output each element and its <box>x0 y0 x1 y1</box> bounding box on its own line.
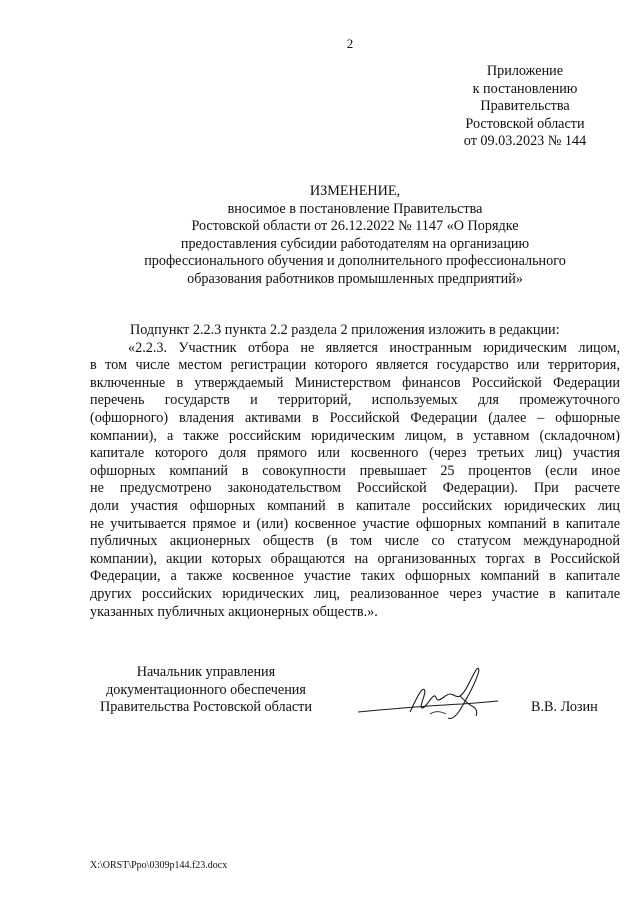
body-line: публичных акционерных обществ (в том числе со статусом международной <box>90 533 620 550</box>
body-intro: Подпункт 2.2.3 пункта 2.2 раздела 2 приложения изложить в редакции: <box>130 322 560 338</box>
handwritten-signature-icon <box>350 660 510 730</box>
signer-title-line: Начальник управления <box>136 664 276 680</box>
appendix-line: Приложение <box>486 63 564 79</box>
signer-name: В.В. Лозин <box>531 699 598 715</box>
page-number: 2 <box>346 36 354 51</box>
body-line: компании), а также российским юридическим лицом, в уставном (складочном) <box>90 427 620 444</box>
body-line: указанных публичных акционерных обществ.». <box>90 603 378 620</box>
heading-line: образования работников промышленных предприятий» <box>187 270 523 287</box>
body-line: включенные в утверждаемый Министерством финансов Российской Федерации <box>90 374 620 391</box>
body-line: офшорных компаний в совокупности превышает 25 процентов (если иное <box>90 462 620 479</box>
body-line: капитале которого доля прямого или косвенного (через третьих лиц) участия <box>90 445 620 462</box>
body-line: (офшорного) владения активами в Российской Федерации (далее – офшорные <box>90 409 620 426</box>
appendix-line: от 09.03.2023 № 144 <box>463 133 587 149</box>
signer-title-line: Правительства Ростовской области <box>100 699 312 716</box>
heading-line: вносимое в постановление Правительства <box>227 200 483 217</box>
body-line: доли участия офшорных компаний в капитале российских юридических лиц <box>90 497 620 514</box>
appendix-block <box>440 63 610 151</box>
document-heading <box>90 183 620 289</box>
heading-line: профессионального обучения и дополнительного профессионального <box>144 253 566 270</box>
body-line: компании), акции которых обращаются на организованных торгах в Российской <box>90 550 620 567</box>
appendix-line: к постановлению <box>472 80 578 97</box>
heading-line: Ростовской области от 26.12.2022 № 1147 «О Порядке <box>191 218 519 235</box>
heading-line: предоставления субсидии работодателям на организацию <box>180 235 530 252</box>
appendix-line: Правительства <box>480 98 570 114</box>
body-line: не учитывается прямое и (или) косвенное участие офшорных компаний в капитале <box>90 515 620 532</box>
body-line: Федерации, а также косвенное участие таких офшорных компаний в капитале <box>90 568 620 585</box>
body-line: перечень государств и территорий, используемых для промежуточного <box>90 392 620 409</box>
file-path: X:\ORST\Ppo\0309p144.f23.docx <box>90 860 228 871</box>
body-line: не предусмотрено законодательством Российской Федерации). При расчете <box>90 480 620 497</box>
body-line: «2.2.3. Участник отбора не является иностранным юридическим лицом, <box>128 339 620 356</box>
signer-title <box>90 664 322 717</box>
body-line: других российских юридических лиц, реализованное через участие в капитале <box>90 585 620 602</box>
body-line: в том числе местом регистрации которого является государство или территория, <box>90 357 620 374</box>
heading-title: ИЗМЕНЕНИЕ, <box>309 183 401 199</box>
document-body <box>90 322 620 621</box>
appendix-line: Ростовской области <box>465 115 585 132</box>
signer-title-line: документационного обеспечения <box>106 681 306 698</box>
